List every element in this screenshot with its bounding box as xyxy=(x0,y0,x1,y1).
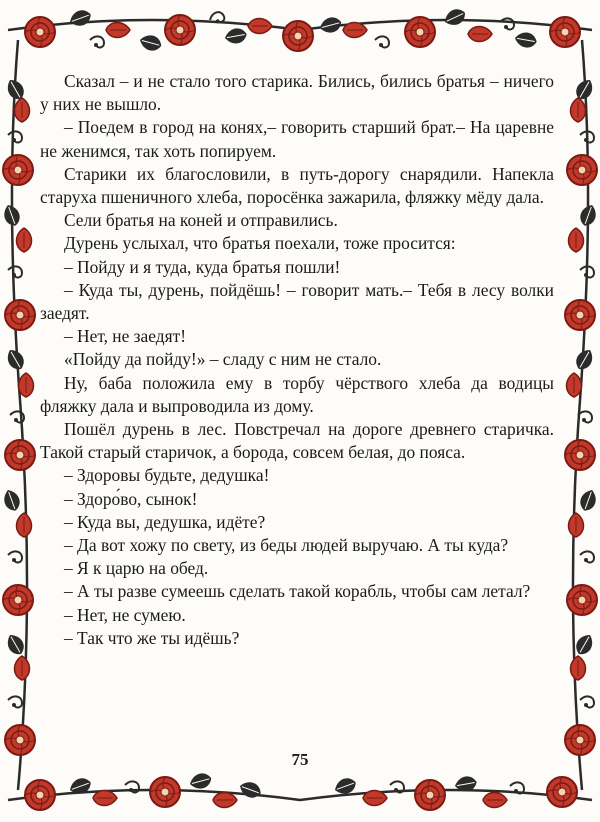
paragraph: – Так что же ты идёшь? xyxy=(64,627,240,648)
flower-icon xyxy=(5,440,35,470)
flower-icon xyxy=(165,15,195,45)
paragraph: – Здоровы будьте, дедушка! xyxy=(64,465,270,486)
paragraph: – Здоро́во, сынок! xyxy=(64,488,198,509)
flower-icon xyxy=(25,17,55,47)
paragraph: – Пойду и я туда, куда братья пошли! xyxy=(64,256,341,277)
flower-icon xyxy=(567,585,597,615)
paragraph: – Я к царю на обед. xyxy=(64,558,209,579)
flower-icon xyxy=(565,725,595,755)
paragraph: – А ты разве сумеешь сделать такой корабль, чтобы сам летал? xyxy=(64,581,531,602)
paragraph: Пошёл дурень в лес. Повстречал на дороге древнего старичка. Такой старый старичок, а борода, совсем белая, до пояса. xyxy=(40,419,554,463)
flower-icon xyxy=(5,725,35,755)
story-text xyxy=(40,70,554,650)
paragraph: Сели братья на коней и отправились. xyxy=(64,210,338,231)
flower-icon xyxy=(547,777,577,807)
flower-icon xyxy=(565,440,595,470)
flower-icon xyxy=(565,300,595,330)
flower-icon xyxy=(150,777,180,807)
paragraph: Сказал – и не стало того старика. Бились, бились братья – ничего у них не вышло. xyxy=(40,71,554,115)
paragraph: – Поедем в город на конях,– говорить старший брат.– На царевне не женимся, так хоть попируем. xyxy=(40,117,554,161)
paragraph: Старики их благословили, в путь-дорогу снарядили. Напекла старуха пшеничного хлеба, поросёнка зажарила, фляжку мёду дала. xyxy=(40,163,554,208)
flower-icon xyxy=(5,300,35,330)
flower-icon xyxy=(567,155,597,185)
paragraph: Ну, баба положила ему в торбу чёрствого хлеба да водицы фляжку дала и выпроводила из дому. xyxy=(40,372,554,416)
flower-icon xyxy=(283,21,313,51)
flower-icon xyxy=(25,780,55,810)
flower-icon xyxy=(3,155,33,185)
flower-icon xyxy=(550,17,580,47)
paragraph: Дурень услыхал, что братья поехали, тоже просится: xyxy=(64,233,456,254)
page-number: 75 xyxy=(291,750,309,769)
flower-icon xyxy=(415,780,445,810)
flower-icon xyxy=(405,17,435,47)
paragraph: «Пойду да пойду!» – сладу с ним не стало. xyxy=(64,349,382,370)
paragraph: – Нет, не заедят! xyxy=(64,326,186,347)
paragraph: – Куда ты, дурень, пойдёшь! – говорит мать.– Тебя в лесу волки заедят. xyxy=(40,279,554,324)
paragraph: – Нет, не сумею. xyxy=(64,604,186,625)
paragraph: – Куда вы, дедушка, идёте? xyxy=(64,511,266,532)
paragraph: – Да вот хожу по свету, из беды людей выручаю. А ты куда? xyxy=(64,535,509,556)
flower-icon xyxy=(3,585,33,615)
